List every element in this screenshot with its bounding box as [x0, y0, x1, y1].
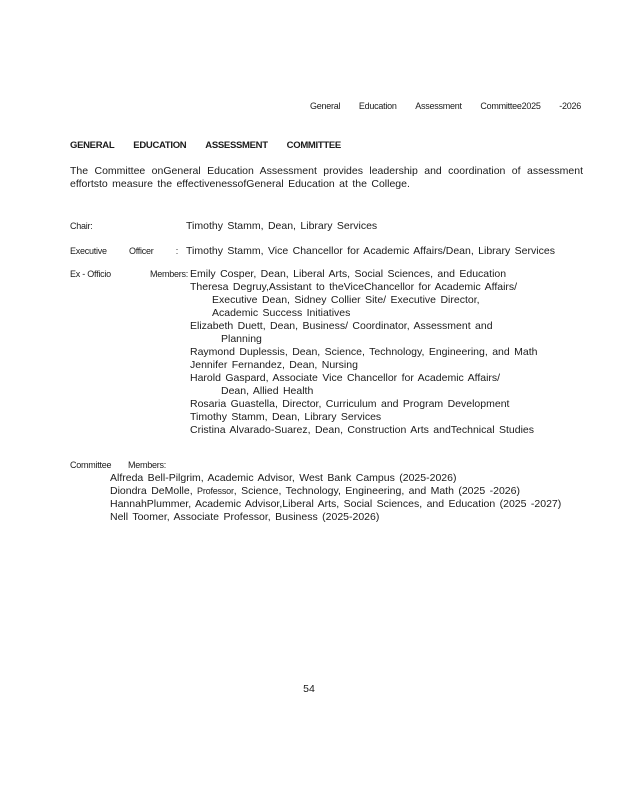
member-title-narrow-segment: Professor: [197, 486, 234, 496]
intro-line: effortsto measure the effectivenessofGeneral Education at the College.: [70, 177, 410, 190]
committee-member-line: [110, 485, 600, 498]
chair-value: Timothy Stamm, Dean, Library Services: [186, 220, 378, 232]
running-header-word: Assessment: [415, 101, 462, 111]
page-number: 54: [303, 683, 315, 695]
ex-officio-list: [190, 268, 590, 437]
member-text-segment: , Science, Technology, Engineering, and Math (2025 -2026): [233, 485, 520, 497]
page-title-word: COMMITTEE: [286, 140, 341, 151]
running-header-word: General: [310, 101, 341, 111]
ex-officio-member-line: Cristina Alvarado-Suarez, Dean, Construction Arts andTechnical Studies: [190, 424, 535, 436]
ex-officio-member-line: Dean, Allied Health: [221, 385, 314, 397]
committee-members-label: [70, 460, 166, 470]
running-header-word: -2026: [559, 101, 581, 111]
committee-member-line: [110, 472, 600, 485]
executive-officer-label: [70, 246, 178, 256]
executive-officer-label-word: Officer: [128, 246, 154, 256]
committee-members-label-word: Committee: [70, 460, 112, 470]
committee-members-label-word: Members:: [127, 460, 166, 470]
ex-officio-member-line: Theresa Degruy,Assistant to theViceChancellor for Academic Affairs/: [190, 281, 518, 293]
ex-officio-member-line: Jennifer Fernandez, Dean, Nursing: [190, 359, 358, 371]
executive-officer-label-word: Executive: [70, 246, 107, 256]
member-text-segment: Alfreda Bell-Pilgrim, Academic Advisor, West Bank Campus (2025-2026): [110, 472, 457, 484]
ex-officio-label: [70, 269, 188, 279]
member-text-segment: Nell Toomer, Associate Professor, Business (2025-2026): [110, 511, 380, 523]
ex-officio-label-word: Members:: [149, 269, 188, 279]
executive-officer-label-word: :: [175, 246, 178, 256]
ex-officio-member-line: Raymond Duplessis, Dean, Science, Technology, Engineering, and Math: [190, 346, 538, 358]
intro-paragraph: [70, 165, 583, 190]
ex-officio-member-line: Academic Success Initiatives: [212, 307, 351, 319]
running-header-word: Committee2025: [480, 101, 541, 111]
chair-row: [0, 220, 618, 233]
ex-officio-member-line: Planning: [221, 333, 262, 345]
page-title: [70, 140, 341, 151]
page-title-word: ASSESSMENT: [205, 140, 268, 151]
ex-officio-member-line: Rosaria Guastella, Director, Curriculum and Program Development: [190, 398, 510, 410]
member-text-segment: Diondra DeMolle,: [110, 485, 198, 497]
running-header: [310, 101, 581, 111]
member-text-segment: HannahPlummer, Academic Advisor,Liberal Arts, Social Sciences, and Education (2025 -2027): [110, 498, 562, 510]
committee-member-list: [110, 472, 600, 524]
ex-officio-member-line: Harold Gaspard, Associate Vice Chancellor for Academic Affairs/: [190, 372, 501, 384]
intro-line: The Committee onGeneral Education Assessment provides leadership and coordination of assessment: [70, 165, 583, 177]
ex-officio-label-word: Ex - Officio: [70, 269, 111, 279]
ex-officio-member-line: Emily Cosper, Dean, Liberal Arts, Social Sciences, and Education: [190, 268, 507, 280]
committee-member-line: [110, 511, 600, 524]
ex-officio-member-line: Timothy Stamm, Dean, Library Services: [190, 411, 382, 423]
ex-officio-member-line: Executive Dean, Sidney Collier Site/ Executive Director,: [212, 294, 480, 306]
page-title-word: GENERAL: [70, 140, 115, 151]
ex-officio-member-line: Elizabeth Duett, Dean, Business/ Coordinator, Assessment and: [190, 320, 493, 332]
executive-officer-value: Timothy Stamm, Vice Chancellor for Academic Affairs/Dean, Library Services: [186, 245, 555, 257]
running-header-word: Education: [358, 101, 397, 111]
page-title-word: EDUCATION: [133, 140, 187, 151]
executive-officer-row: [0, 245, 618, 258]
committee-member-line: [110, 498, 600, 511]
chair-label: Chair:: [70, 221, 93, 231]
